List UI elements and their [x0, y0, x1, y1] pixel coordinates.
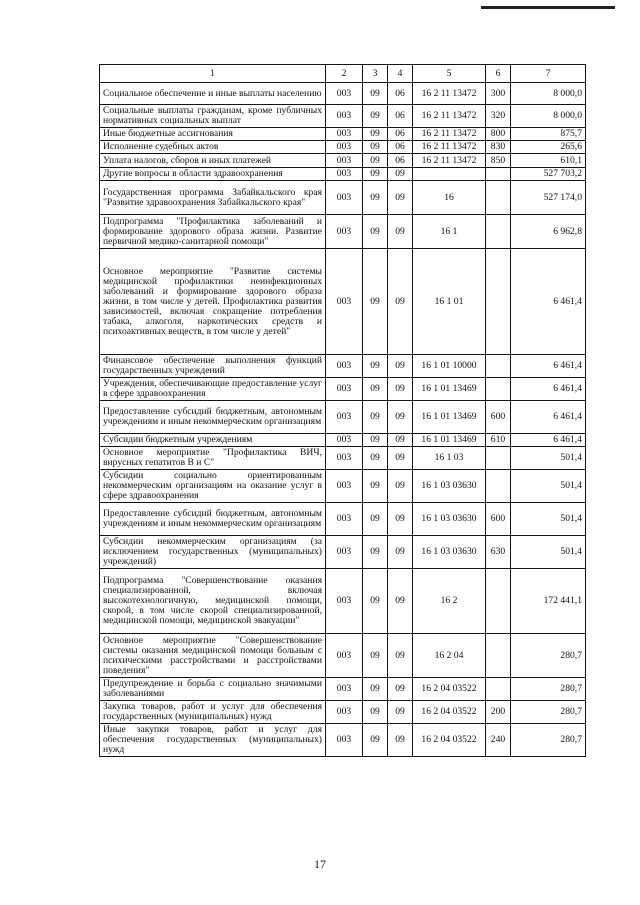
table-header-row: [100, 65, 586, 83]
table-row: [100, 470, 586, 503]
row-csr: 16 2 11 13472: [413, 128, 486, 141]
row-grbs: 003: [326, 378, 363, 401]
row-rz: 09: [363, 401, 388, 434]
page-number: 17: [314, 857, 326, 871]
row-rz: 09: [363, 447, 388, 470]
row-name: Социальные выплаты гражданам, кроме публичных нормативных социальных выплат: [100, 105, 326, 128]
row-name: Основное мероприятие "Совершенствование системы оказания медицинской помощи больным с психическими расстройствами и расстройствами поведения": [100, 634, 326, 678]
row-rz: 09: [363, 154, 388, 168]
row-name: Уплата налогов, сборов и иных платежей: [100, 154, 326, 168]
row-grbs: 003: [326, 215, 363, 249]
row-grbs: 003: [326, 701, 363, 724]
row-csr: 16 2 11 13472: [413, 141, 486, 154]
row-rz: 09: [363, 128, 388, 141]
table-row: [100, 724, 586, 757]
row-pr: 09: [388, 701, 413, 724]
row-name: Исполнение судебных актов: [100, 141, 326, 154]
row-vr: 240: [486, 724, 511, 757]
row-grbs: 003: [326, 470, 363, 503]
row-rz: 09: [363, 181, 388, 215]
row-vr: [486, 378, 511, 401]
row-vr: [486, 215, 511, 249]
budget-table: [99, 64, 586, 757]
row-grbs: 003: [326, 401, 363, 434]
row-grbs: 003: [326, 503, 363, 536]
row-pr: 09: [388, 181, 413, 215]
row-grbs: 003: [326, 249, 363, 355]
column-header: 2: [326, 65, 363, 83]
row-sum: 501,4: [511, 503, 586, 536]
row-name: Учреждения, обеспечивающие предоставление услуг в сфере здравоохранения: [100, 378, 326, 401]
row-sum: 172 441,1: [511, 569, 586, 634]
row-name: Предупреждение и борьба с социально значимыми заболеваниями: [100, 678, 326, 701]
row-name: Основное мероприятие "Развитие системы медицинской профилактики неинфекционных заболеваний и формирование здорового образа жизни, в том числе у детей. Профилактика развития зависимостей, включая сокращение потребления табака, алкоголя, наркотических средств и психоактивных веществ, в том числе у детей": [100, 249, 326, 355]
row-sum: 280,7: [511, 678, 586, 701]
table-row: [100, 569, 586, 634]
column-header: 3: [363, 65, 388, 83]
row-csr: 16 2 11 13472: [413, 83, 486, 105]
row-name: Субсидии бюджетным учреждениям: [100, 434, 326, 447]
row-sum: 6 962,8: [511, 215, 586, 249]
row-rz: 09: [363, 724, 388, 757]
column-header: 4: [388, 65, 413, 83]
row-vr: [486, 355, 511, 378]
table-row: [100, 154, 586, 168]
table-row: [100, 355, 586, 378]
row-sum: 527 174,0: [511, 181, 586, 215]
row-rz: 09: [363, 141, 388, 154]
row-sum: 610,1: [511, 154, 586, 168]
row-csr: 16 2: [413, 569, 486, 634]
table-row: [100, 83, 586, 105]
row-pr: 09: [388, 447, 413, 470]
row-pr: 09: [388, 401, 413, 434]
row-pr: 09: [388, 378, 413, 401]
row-vr: 850: [486, 154, 511, 168]
row-sum: 501,4: [511, 470, 586, 503]
row-grbs: 003: [326, 724, 363, 757]
row-grbs: 003: [326, 355, 363, 378]
table-row: [100, 215, 586, 249]
row-sum: 280,7: [511, 634, 586, 678]
row-pr: 09: [388, 470, 413, 503]
row-pr: 09: [388, 569, 413, 634]
table-row: [100, 141, 586, 154]
row-vr: 630: [486, 536, 511, 569]
row-vr: [486, 569, 511, 634]
row-vr: 320: [486, 105, 511, 128]
row-csr: 16 1 03 03630: [413, 536, 486, 569]
row-pr: 09: [388, 503, 413, 536]
row-rz: 09: [363, 569, 388, 634]
top-rule: [481, 6, 615, 9]
row-sum: 280,7: [511, 701, 586, 724]
row-rz: 09: [363, 215, 388, 249]
row-pr: 09: [388, 215, 413, 249]
row-csr: 16 1 01: [413, 249, 486, 355]
row-grbs: 003: [326, 128, 363, 141]
table-row: [100, 634, 586, 678]
row-name: Субсидии некоммерческим организациям (за исключением государственных (муниципальных) учреждений): [100, 536, 326, 569]
table-row: [100, 378, 586, 401]
row-csr: 16 2 11 13472: [413, 105, 486, 128]
table-row: [100, 701, 586, 724]
row-grbs: 003: [326, 181, 363, 215]
row-name: Подпрограмма "Профилактика заболеваний и формирование здорового образа жизни. Развитие первичной медико-санитарной помощи": [100, 215, 326, 249]
column-header: 1: [100, 65, 326, 83]
row-csr: 16 1 01 10000: [413, 355, 486, 378]
row-csr: 16 1 03 03630: [413, 503, 486, 536]
row-rz: 09: [363, 701, 388, 724]
row-sum: 501,4: [511, 447, 586, 470]
row-grbs: 003: [326, 141, 363, 154]
row-pr: 09: [388, 634, 413, 678]
row-name: Финансовое обеспечение выполнения функций государственных учреждений: [100, 355, 326, 378]
row-name: Предоставление субсидий бюджетным, автономным учреждениям и иным некоммерческим организациям: [100, 401, 326, 434]
row-grbs: 003: [326, 434, 363, 447]
row-rz: 09: [363, 249, 388, 355]
row-csr: 16 1: [413, 215, 486, 249]
row-pr: 09: [388, 168, 413, 181]
row-pr: 06: [388, 128, 413, 141]
row-csr: 16 2 04 03522: [413, 701, 486, 724]
row-name: Основное мероприятие "Профилактика ВИЧ, вирусных гепатитов В и С": [100, 447, 326, 470]
table-row: [100, 181, 586, 215]
row-pr: 09: [388, 536, 413, 569]
row-grbs: 003: [326, 569, 363, 634]
column-header: 7: [511, 65, 586, 83]
row-vr: [486, 470, 511, 503]
column-header: 6: [486, 65, 511, 83]
row-csr: 16 1 03 03630: [413, 470, 486, 503]
table-row: [100, 168, 586, 181]
row-vr: [486, 249, 511, 355]
row-grbs: 003: [326, 634, 363, 678]
row-csr: [413, 168, 486, 181]
row-csr: 16 2 04: [413, 634, 486, 678]
row-sum: 6 461,4: [511, 378, 586, 401]
row-vr: 830: [486, 141, 511, 154]
row-rz: 09: [363, 470, 388, 503]
row-sum: 265,6: [511, 141, 586, 154]
row-pr: 06: [388, 83, 413, 105]
row-vr: [486, 447, 511, 470]
row-name: Иные закупки товаров, работ и услуг для обеспечения государственных (муниципальных) нужд: [100, 724, 326, 757]
row-vr: 600: [486, 503, 511, 536]
row-grbs: 003: [326, 168, 363, 181]
table-row: [100, 434, 586, 447]
row-pr: 06: [388, 105, 413, 128]
row-grbs: 003: [326, 536, 363, 569]
row-vr: 200: [486, 701, 511, 724]
row-csr: 16 1 01 13469: [413, 434, 486, 447]
row-name: Субсидии социально ориентированным некоммерческим организациям на оказание услуг в сфере здравоохранения: [100, 470, 326, 503]
row-sum: 8 000,0: [511, 83, 586, 105]
row-name: Другие вопросы в области здравоохранения: [100, 168, 326, 181]
table-row: [100, 128, 586, 141]
row-vr: [486, 168, 511, 181]
row-rz: 09: [363, 168, 388, 181]
row-name: Закупка товаров, работ и услуг для обеспечения государственных (муниципальных) нужд: [100, 701, 326, 724]
table-row: [100, 678, 586, 701]
row-csr: 16 2 11 13472: [413, 154, 486, 168]
row-rz: 09: [363, 536, 388, 569]
table-row: [100, 503, 586, 536]
row-vr: 610: [486, 434, 511, 447]
row-pr: 09: [388, 678, 413, 701]
row-rz: 09: [363, 355, 388, 378]
row-grbs: 003: [326, 154, 363, 168]
row-pr: 09: [388, 724, 413, 757]
row-sum: 6 461,4: [511, 249, 586, 355]
row-sum: 280,7: [511, 724, 586, 757]
table-row: [100, 105, 586, 128]
row-pr: 06: [388, 141, 413, 154]
row-rz: 09: [363, 83, 388, 105]
row-rz: 09: [363, 634, 388, 678]
row-vr: [486, 678, 511, 701]
row-sum: 527 703,2: [511, 168, 586, 181]
row-csr: 16 1 01 13469: [413, 378, 486, 401]
row-name: Государственная программа Забайкальского края "Развитие здравоохранения Забайкальского края": [100, 181, 326, 215]
row-csr: 16 1 01 13469: [413, 401, 486, 434]
row-sum: 501,4: [511, 536, 586, 569]
row-vr: 300: [486, 83, 511, 105]
row-rz: 09: [363, 105, 388, 128]
row-vr: [486, 634, 511, 678]
row-rz: 09: [363, 503, 388, 536]
row-rz: 09: [363, 434, 388, 447]
row-csr: 16 2 04 03522: [413, 678, 486, 701]
row-sum: 875,7: [511, 128, 586, 141]
table-row: [100, 249, 586, 355]
row-csr: 16 2 04 03522: [413, 724, 486, 757]
row-grbs: 003: [326, 678, 363, 701]
row-name: Подпрограмма "Совершенствование оказания специализированной, включая высокотехнологичную, медицинской помощи, скорой, в том числе скорой специализированной, медицинской помощи, медицинской эвакуации": [100, 569, 326, 634]
row-csr: 16 1 03: [413, 447, 486, 470]
row-grbs: 003: [326, 447, 363, 470]
row-pr: 06: [388, 154, 413, 168]
row-pr: 09: [388, 249, 413, 355]
row-vr: 800: [486, 128, 511, 141]
row-csr: 16: [413, 181, 486, 215]
column-header: 5: [413, 65, 486, 83]
row-rz: 09: [363, 378, 388, 401]
row-name: Социальное обеспечение и иные выплаты населению: [100, 83, 326, 105]
table-row: [100, 401, 586, 434]
row-name: Предоставление субсидий бюджетным, автономным учреждениям и иным некоммерческим организациям: [100, 503, 326, 536]
row-name: Иные бюджетные ассигнования: [100, 128, 326, 141]
row-vr: 600: [486, 401, 511, 434]
row-grbs: 003: [326, 83, 363, 105]
row-vr: [486, 181, 511, 215]
row-sum: 6 461,4: [511, 434, 586, 447]
row-sum: 6 461,4: [511, 401, 586, 434]
table-row: [100, 447, 586, 470]
row-pr: 09: [388, 355, 413, 378]
row-sum: 8 000,0: [511, 105, 586, 128]
row-grbs: 003: [326, 105, 363, 128]
table-row: [100, 536, 586, 569]
row-rz: 09: [363, 678, 388, 701]
row-pr: 09: [388, 434, 413, 447]
row-sum: 6 461,4: [511, 355, 586, 378]
